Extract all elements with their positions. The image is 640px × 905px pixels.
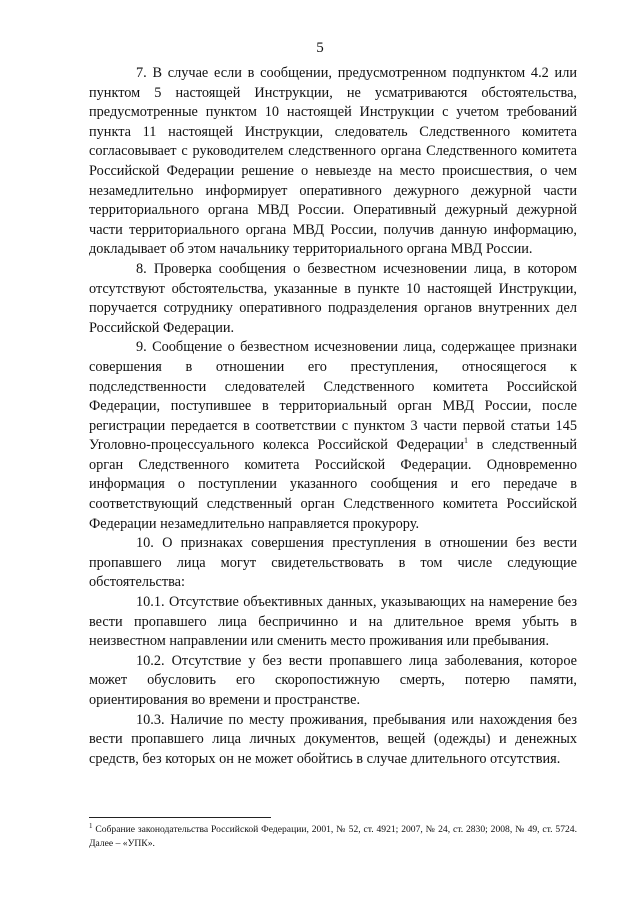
footnote-mark: 1 xyxy=(89,821,93,830)
paragraph-7: 7. В случае если в сообщении, предусмотренном подпунктом 4.2 или пунктом 5 настоящей Инструкции, не усматриваются обстоятельства, предусмотренные пунктом 10 настоящей Инструкции с учетом требований пункта 11 настоящей Инструкции, следователь Следственного комитета согласовывает с руководителем следственного органа Следственного комитета Российской Федерации решение о невыезде на место происшествия, о чем незамедлительно информирует оперативного дежурного дежурной части территориального органа МВД России. Оперативный дежурный дежурной части территориального органа МВД России, получив данную информацию, докладывает об этом начальнику территориального органа МВД России. xyxy=(89,65,577,258)
paragraph-10-2: 10.2. Отсутствие у без вести пропавшего лица заболевания, которое может обусловить его скоропостижную смерть, потерю памяти, ориентирования во времени и пространстве. xyxy=(89,652,577,708)
footnote-divider xyxy=(89,817,271,818)
paragraph-10-1: 10.1. Отсутствие объективных данных, указывающих на намерение без вести пропавшего лица беспричинно и на длительное время убыть в неизвестном направлении или сменить место проживания или пребывания. xyxy=(89,594,577,650)
document-body xyxy=(89,64,577,769)
paragraph-9-text-after: в следственный орган Следственного комитета Российской Федерации. Одновременно информация о поступлении указанного сообщения и его передаче в соответствующий следственный орган Следственного комитета Российской Федерации незамедлительно направляется прокурору. xyxy=(89,437,577,532)
paragraph-9 xyxy=(89,338,577,534)
paragraph-10-3: 10.3. Наличие по месту проживания, пребывания или нахождения без вести пропавшего лица личных документов, вещей (одежды) и денежных средств, без которых он не может обойтись в случае длительного отсутствия. xyxy=(89,711,577,767)
footnote xyxy=(89,823,577,851)
page-number: 5 xyxy=(316,40,324,56)
paragraph-9-text-before: 9. Сообщение о безвестном исчезновении лица, содержащее признаки совершения в отношении его преступления, относящегося к подследственности следователей Следственного комитета Российской Федерации, поступившее в территориальный орган МВД России, после регистрации передается в соответствии с пунктом 3 части первой статьи 145 Уголовно-процессуального колекса Российской Федерации xyxy=(89,339,577,454)
paragraph-10: 10. О признаках совершения преступления в отношении без вести пропавшего лица могут свидетельствовать в том числе следующие обстоятельства: xyxy=(89,535,577,591)
paragraph-8: 8. Проверка сообщения о безвестном исчезновении лица, в котором отсутствуют обстоятельства, указанные в пункте 10 настоящей Инструкции, поручается сотруднику оперативного подразделения органов внутренних дел Российской Федерации. xyxy=(89,260,577,336)
footnote-reference-mark: 1 xyxy=(464,436,469,446)
footnote-text: Собрание законодательства Российской Федерации, 2001, № 52, ст. 4921; 2007, № 24, ст. 2830; 2008, № 49, ст. 5724. Далее – «УПК». xyxy=(89,824,577,849)
